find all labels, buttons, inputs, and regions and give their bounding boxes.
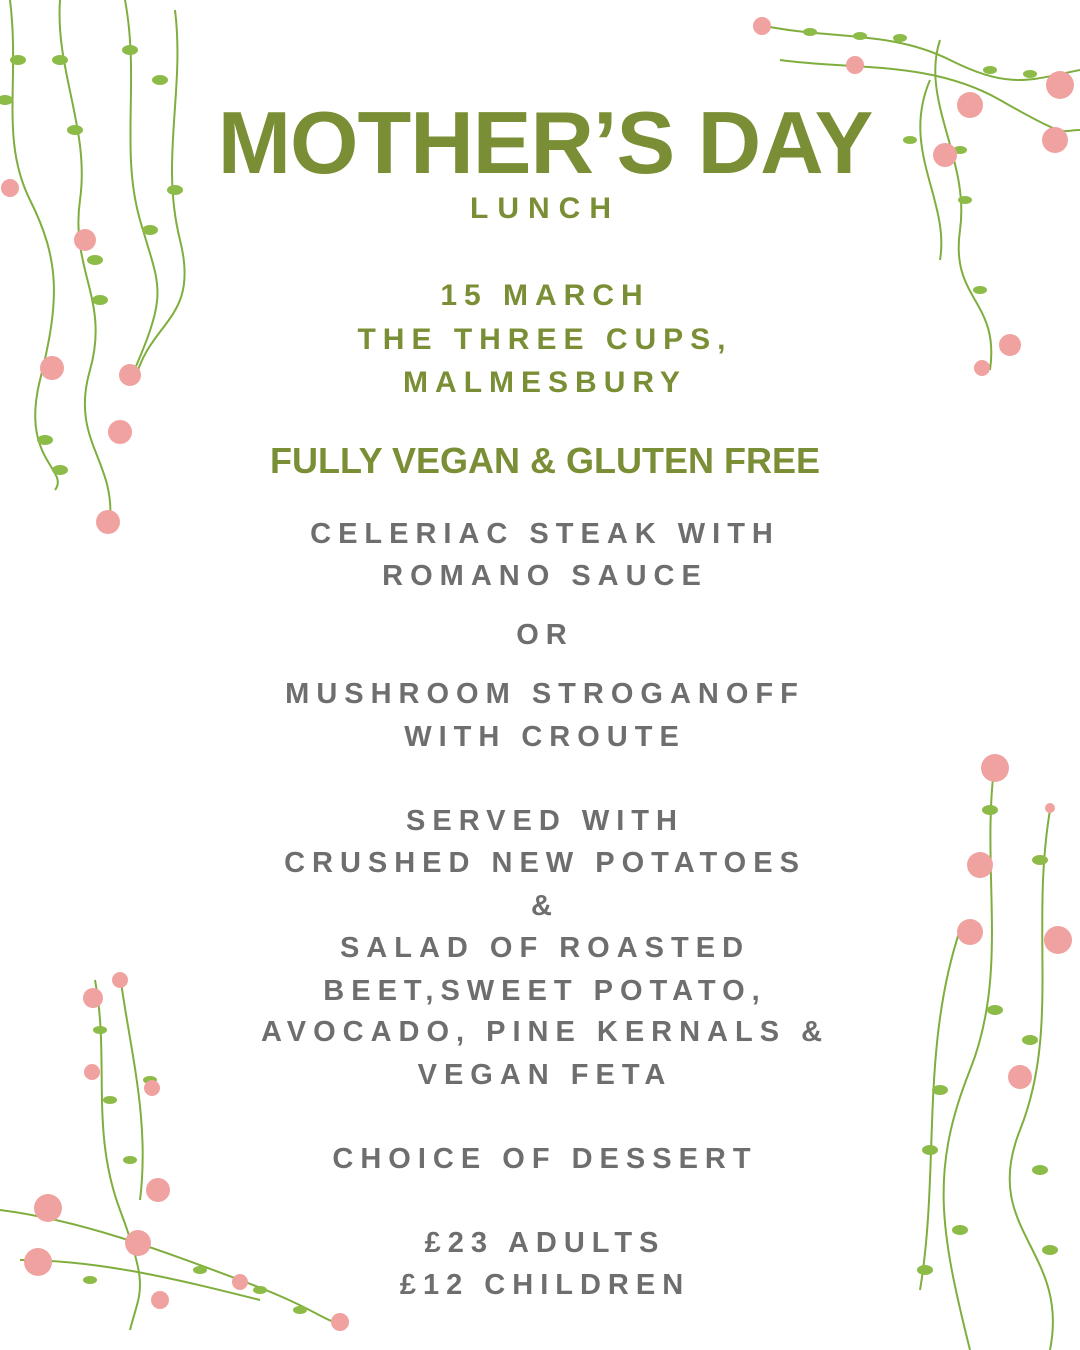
dietary-heading: FULLY VEGAN & GLUTEN FREE [269, 440, 821, 481]
main-course-1-line-1: CELERIAC STEAK WITH [310, 518, 780, 550]
event-date: 15 MARCH [440, 279, 650, 312]
floral-vine-bottom-right-decoration [900, 750, 1080, 1350]
salad-line-2: BEET,SWEET POTATO, [323, 975, 767, 1007]
main-course-2-line-2: WITH CROUTE [404, 721, 686, 753]
or-separator: OR [516, 619, 574, 651]
main-course-2-line-1: MUSHROOM STROGANOFF [285, 678, 805, 710]
poster-title: MOTHER’S DAY [217, 93, 873, 192]
served-with-ampersand: & [531, 890, 559, 922]
price-adults: £23 ADULTS [424, 1227, 666, 1259]
price-children: £12 CHILDREN [399, 1269, 691, 1301]
served-with-line-2: CRUSHED NEW POTATOES [284, 847, 806, 879]
main-course-1-line-2: ROMANO SAUCE [382, 560, 708, 592]
salad-line-3: AVOCADO, PINE KERNALS & [260, 1016, 830, 1048]
venue-line-1: THE THREE CUPS, [357, 323, 733, 356]
salad-line-4: VEGAN FETA [417, 1059, 673, 1091]
served-with-line-1: SERVED WITH [406, 805, 684, 837]
venue-line-2: MALMESBURY [403, 366, 687, 399]
salad-line-1: SALAD OF ROASTED [339, 932, 751, 964]
poster-subtitle: LUNCH [470, 192, 620, 225]
dessert-line: CHOICE OF DESSERT [332, 1143, 758, 1175]
